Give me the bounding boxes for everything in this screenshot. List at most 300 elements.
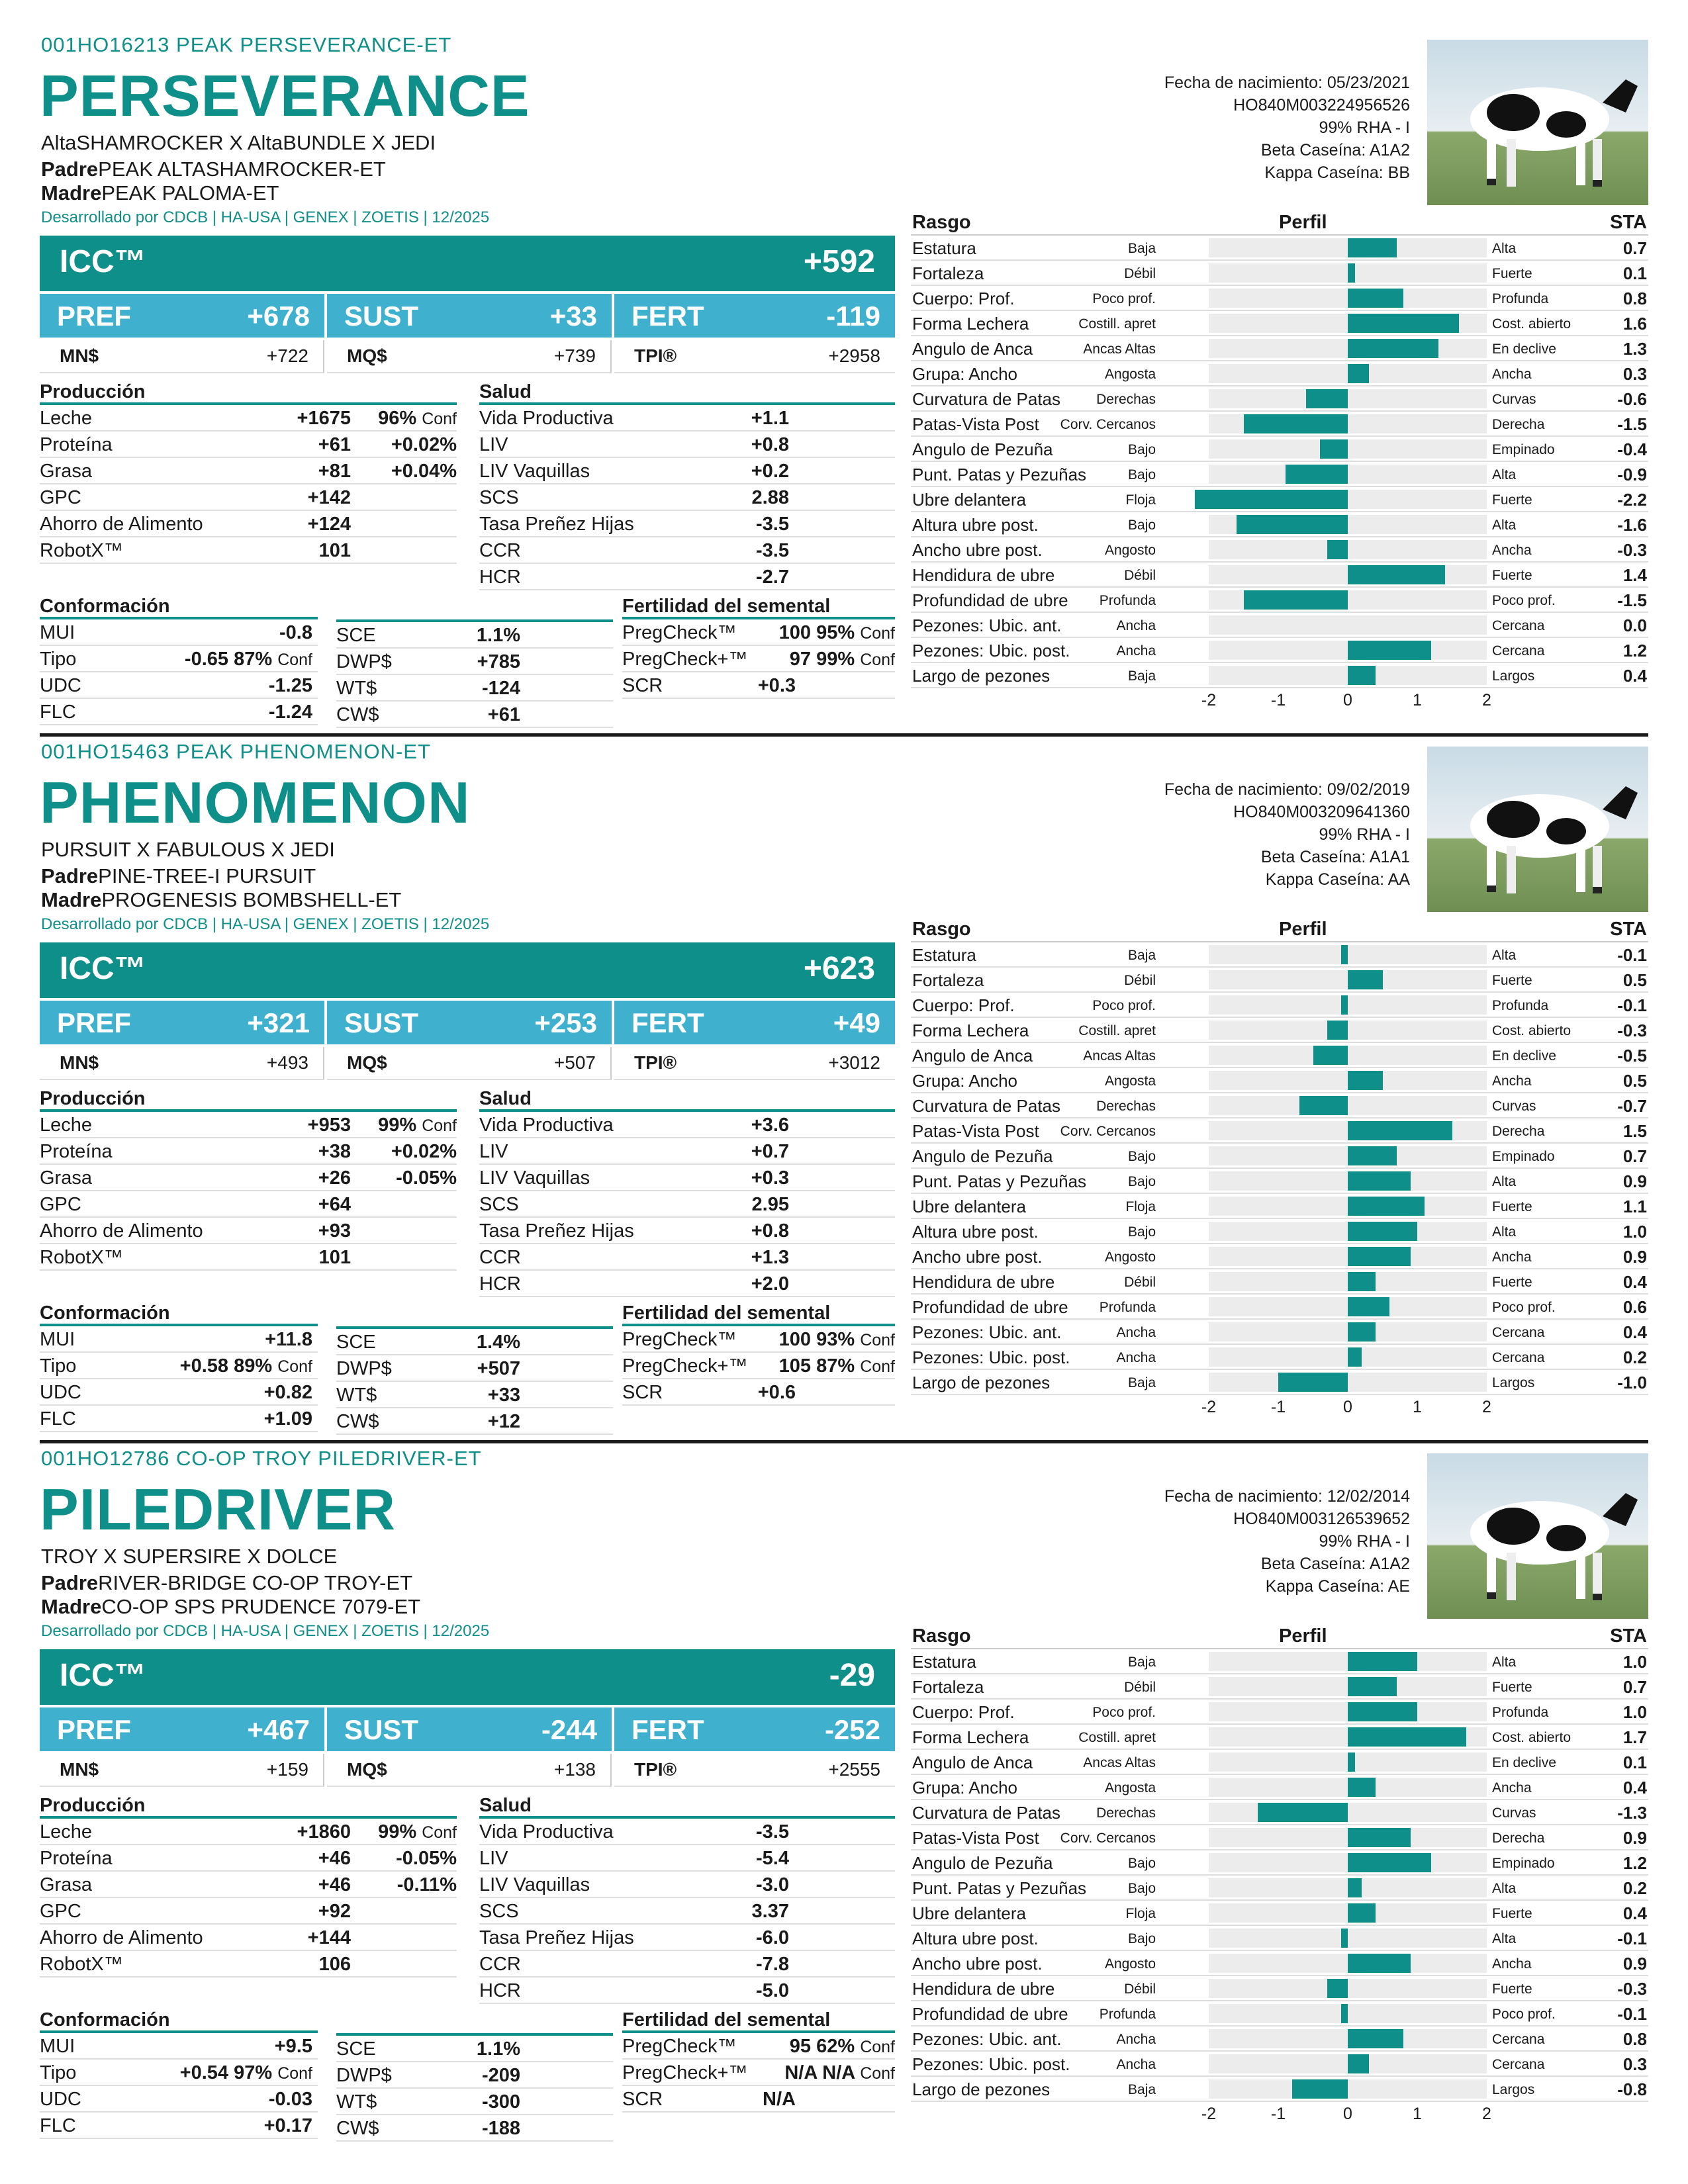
trait-label: Ancho ubre post. xyxy=(912,1247,1043,1267)
high-label: Ancha xyxy=(1492,1250,1532,1265)
trait-extra xyxy=(378,1112,457,1139)
trait-value: +61 xyxy=(487,704,520,725)
linear-trait-row xyxy=(911,1370,1648,1395)
trait-label: Tasa Preñez Hijas xyxy=(479,1927,634,1948)
production-row xyxy=(40,1138,457,1165)
bar-track xyxy=(1209,439,1487,459)
trait-value-wrap xyxy=(264,1406,312,1432)
trait-value: 95 62% xyxy=(789,2036,855,2057)
trait-label: Curvatura de Patas xyxy=(912,389,1061,409)
conf-label: Conf xyxy=(277,1357,312,1376)
health-title: Salud xyxy=(479,379,895,405)
bull-card xyxy=(0,740,1688,1447)
trait-label: CCR xyxy=(479,540,521,561)
health-table xyxy=(479,1792,895,2004)
low-label: Baja xyxy=(1127,241,1156,256)
sta-bar xyxy=(1348,2029,1403,2048)
trait-percent: +0.02% xyxy=(391,434,457,455)
sta-bar xyxy=(1348,1322,1376,1342)
trait-value: -1.25 xyxy=(268,675,312,696)
trait-value: 2.95 xyxy=(751,1194,789,1215)
icc-banner xyxy=(40,1649,895,1705)
high-label: Alta xyxy=(1492,1931,1517,1946)
linear-trait-row xyxy=(911,968,1648,993)
sub-index-label: FERT xyxy=(632,300,704,332)
sta-bar xyxy=(1299,1096,1348,1115)
sub-index-label: PREF xyxy=(57,1007,132,1038)
trait-label: Grupa: Ancho xyxy=(912,1778,1017,1797)
axis-tick-label: -2 xyxy=(1201,691,1217,709)
sta-bar xyxy=(1348,1171,1411,1191)
trait-value-wrap xyxy=(758,1379,796,1406)
high-label: Alta xyxy=(1492,1881,1517,1896)
developed-by: Desarrollado por CDCB | HA-USA | GENEX | ZOETIS | 12/2025 xyxy=(41,1622,490,1640)
high-label: Ancha xyxy=(1492,367,1532,382)
sta-value: -1.0 xyxy=(1617,1373,1647,1392)
bar-track xyxy=(1209,389,1487,408)
low-label: Bajo xyxy=(1127,1224,1156,1240)
high-label: Poco prof. xyxy=(1492,1300,1556,1315)
bar-track xyxy=(1209,465,1487,484)
trait-percent: +0.02% xyxy=(391,1141,457,1162)
trait-label: LIV xyxy=(479,1848,508,1869)
sta-value: 0.0 xyxy=(1622,615,1647,635)
high-label: Cercana xyxy=(1492,2032,1545,2047)
low-label: Débil xyxy=(1124,973,1156,988)
health-row xyxy=(479,1872,895,1898)
dam-label: Madre xyxy=(41,888,102,911)
high-label: Fuerte xyxy=(1492,1906,1532,1921)
sta-bar xyxy=(1327,1021,1348,1040)
index-value: +159 xyxy=(266,1759,308,1780)
bull-info xyxy=(1164,71,1410,184)
conf-label: Conf xyxy=(860,624,895,643)
trait-label: Tipo xyxy=(40,649,77,670)
bar-track xyxy=(1209,2004,1487,2023)
trait-value: +0.7 xyxy=(751,1141,789,1162)
high-label: Cercana xyxy=(1492,618,1545,633)
sta-bar xyxy=(1348,641,1431,660)
linear-trait-row xyxy=(911,1169,1648,1194)
conf-label: Conf xyxy=(422,1116,457,1135)
low-label: Bajo xyxy=(1127,467,1156,482)
linear-header xyxy=(911,916,1648,942)
trait-value-wrap xyxy=(264,1379,312,1406)
economic-index xyxy=(327,1754,612,1787)
calving-table xyxy=(336,619,613,728)
sta-value: -0.6 xyxy=(1617,389,1647,409)
bar-track xyxy=(1209,945,1487,964)
bar-track xyxy=(1209,1373,1487,1392)
trait-extra xyxy=(378,1819,457,1846)
high-label: En declive xyxy=(1492,341,1556,357)
index-value: +493 xyxy=(266,1052,308,1073)
trait-label: Angulo de Anca xyxy=(912,339,1033,359)
section-divider xyxy=(40,1440,1648,1443)
economic-index xyxy=(614,1754,895,1787)
sta-value: 1.0 xyxy=(1622,1652,1647,1672)
low-label: Costill. apret xyxy=(1078,1023,1156,1038)
index-label: MQ$ xyxy=(347,1052,387,1073)
low-label: Bajo xyxy=(1127,442,1156,457)
icc-label: ICC™ xyxy=(60,951,146,986)
calving-row xyxy=(336,1355,613,1382)
trait-value: -300 xyxy=(481,2091,520,2113)
trait-label: Grasa xyxy=(40,461,92,482)
low-label: Profunda xyxy=(1099,1300,1156,1315)
conformation-table xyxy=(40,593,318,725)
trait-label: Leche xyxy=(40,408,93,429)
low-label: Angosto xyxy=(1104,543,1156,558)
sta-bar xyxy=(1286,465,1348,484)
trait-label: SCR xyxy=(622,2089,663,2110)
trait-value: -1.24 xyxy=(268,702,312,723)
trait-value-wrap xyxy=(275,2033,312,2060)
high-label: Cercana xyxy=(1492,2057,1545,2072)
info-line: Beta Caseína: A1A1 xyxy=(1260,848,1410,866)
fertility-row xyxy=(622,672,895,699)
index-label: TPI® xyxy=(634,1759,677,1780)
trait-value: +9.5 xyxy=(274,2036,312,2057)
trait-label: HCR xyxy=(479,1980,521,2001)
trait-extra xyxy=(391,458,457,484)
linear-trait-row xyxy=(911,1320,1648,1345)
trait-label: Grasa xyxy=(40,1874,92,1895)
trait-label: Punt. Patas y Pezuñas xyxy=(912,1878,1087,1898)
sub-index-value: -252 xyxy=(824,1714,880,1745)
low-label: Bajo xyxy=(1127,518,1156,533)
sta-bar xyxy=(1348,1752,1355,1772)
header-profile: Perfil xyxy=(1279,919,1327,940)
low-label: Ancha xyxy=(1116,2032,1156,2047)
health-row xyxy=(479,1244,895,1271)
production-table xyxy=(40,379,457,564)
icc-label: ICC™ xyxy=(60,1658,146,1693)
health-row xyxy=(479,405,895,432)
sta-bar xyxy=(1292,2079,1348,2099)
trait-value-wrap xyxy=(269,699,312,725)
trait-percent: +0.04% xyxy=(391,461,457,482)
fertility-row xyxy=(622,1353,895,1379)
conformation-row xyxy=(40,1379,318,1406)
conformation-table xyxy=(40,1300,318,1432)
sta-bar xyxy=(1348,1071,1383,1090)
info-line: Fecha de nacimiento: 12/02/2014 xyxy=(1164,1487,1410,1506)
sta-value: 1.3 xyxy=(1622,339,1647,359)
high-label: Derecha xyxy=(1492,417,1545,432)
health-row xyxy=(479,511,895,537)
health-row xyxy=(479,1845,895,1872)
trait-percent: 96% xyxy=(378,408,417,429)
low-label: Baja xyxy=(1127,948,1156,963)
sta-value: 1.2 xyxy=(1622,1853,1647,1873)
linear-trait-row xyxy=(911,1976,1648,2001)
linear-trait-row xyxy=(911,537,1648,563)
sta-bar xyxy=(1348,1272,1376,1291)
high-label: Alta xyxy=(1492,948,1517,963)
bull-photo xyxy=(1427,40,1648,205)
trait-label: Profundidad de ubre xyxy=(912,1297,1068,1317)
sire-line xyxy=(41,158,386,181)
low-label: Ancha xyxy=(1116,1350,1156,1365)
axis-tick-label: 0 xyxy=(1343,2105,1352,2123)
sta-value: 1.1 xyxy=(1622,1197,1647,1216)
low-label: Derechas xyxy=(1096,1099,1156,1114)
linear-trait-row xyxy=(911,236,1648,261)
sta-bar xyxy=(1348,1853,1431,1872)
trait-label: MUI xyxy=(40,622,75,643)
trait-value: +144 xyxy=(307,1927,351,1948)
trait-label: LIV Vaquillas xyxy=(479,1874,590,1895)
trait-label: Pezones: Ubic. post. xyxy=(912,2054,1070,2074)
linear-trait-row xyxy=(911,336,1648,361)
linear-trait-row xyxy=(911,613,1648,638)
linear-trait-row xyxy=(911,1750,1648,1775)
conformation-row xyxy=(40,1353,318,1379)
trait-value: +46 xyxy=(318,1874,351,1895)
profile-axis xyxy=(911,2102,1648,2126)
economic-index xyxy=(327,340,612,373)
linear-header xyxy=(911,1623,1648,1649)
sta-bar xyxy=(1341,1929,1348,1948)
bar-track xyxy=(1209,540,1487,559)
health-row xyxy=(479,1898,895,1925)
trait-value: -5.4 xyxy=(756,1848,789,1869)
conf-label: Conf xyxy=(860,651,895,669)
axis-tick-label: 2 xyxy=(1482,691,1491,709)
economic-index xyxy=(40,1754,324,1787)
high-label: Profunda xyxy=(1492,291,1549,306)
trait-value: -3.0 xyxy=(756,1874,789,1895)
sub-index-pref xyxy=(40,1001,324,1044)
sta-value: -0.1 xyxy=(1617,995,1647,1015)
trait-label: Ubre delantera xyxy=(912,1903,1026,1923)
conf-label: Conf xyxy=(277,2064,312,2083)
sta-value: 0.1 xyxy=(1622,263,1647,283)
trait-label: Hendidura de ubre xyxy=(912,1272,1055,1292)
index-value: +739 xyxy=(553,345,596,366)
trait-value-wrap xyxy=(185,646,312,673)
trait-value: +93 xyxy=(318,1220,351,1242)
trait-value-wrap xyxy=(779,1326,895,1353)
low-label: Angosta xyxy=(1104,1780,1156,1796)
sta-value: 0.2 xyxy=(1622,1347,1647,1367)
low-label: Débil xyxy=(1124,568,1156,583)
sub-index-pref xyxy=(40,1707,324,1751)
linear-trait-row xyxy=(911,1951,1648,1976)
bar-track xyxy=(1209,1096,1487,1115)
high-label: Fuerte xyxy=(1492,1199,1532,1214)
sta-value: -0.7 xyxy=(1617,1096,1647,1116)
trait-value: +0.58 89% xyxy=(179,1355,273,1377)
linear-trait-row xyxy=(911,1674,1648,1700)
dam-line xyxy=(41,888,401,912)
header-profile: Perfil xyxy=(1279,1625,1327,1647)
trait-value: +92 xyxy=(318,1901,351,1922)
trait-label: Angulo de Pezuña xyxy=(912,1853,1053,1873)
linear-trait-row xyxy=(911,286,1648,311)
trait-label: Profundidad de ubre xyxy=(912,2004,1068,2024)
sire-fertility-table xyxy=(622,1300,895,1406)
trait-label: HCR xyxy=(479,1273,521,1295)
sub-index-fert xyxy=(614,1001,895,1044)
trait-value-wrap xyxy=(790,2033,895,2060)
sta-value: -0.3 xyxy=(1617,1979,1647,1999)
sta-bar xyxy=(1341,945,1348,964)
linear-trait-row xyxy=(911,412,1648,437)
info-line: HO840M003126539652 xyxy=(1233,1510,1410,1528)
linear-trait-row xyxy=(911,1018,1648,1043)
linear-trait-row xyxy=(911,1800,1648,1825)
trait-value: +507 xyxy=(477,1358,520,1379)
high-label: Derecha xyxy=(1492,1124,1545,1139)
sta-value: -0.1 xyxy=(1617,945,1647,965)
sire-name: PINE-TREE-I PURSUIT xyxy=(98,864,316,887)
sta-value: 0.5 xyxy=(1622,1071,1647,1091)
trait-label: CCR xyxy=(479,1954,521,1975)
high-label: Empinado xyxy=(1492,442,1555,457)
trait-value-wrap xyxy=(180,1353,312,1380)
production-title: Producción xyxy=(40,379,457,405)
bull-name: PHENOMENON xyxy=(40,770,471,835)
low-label: Poco prof. xyxy=(1092,1705,1156,1720)
sta-bar xyxy=(1348,1347,1362,1367)
icc-banner xyxy=(40,236,895,291)
dam-label: Madre xyxy=(41,1595,102,1618)
index-value: +3012 xyxy=(828,1052,880,1073)
sta-bar xyxy=(1348,1222,1417,1241)
trait-value: +0.8 xyxy=(751,434,789,455)
production-row xyxy=(40,1898,457,1925)
sta-bar xyxy=(1348,364,1369,383)
linear-trait-row xyxy=(911,1775,1648,1800)
conf-label: Conf xyxy=(422,410,457,428)
high-label: Cercana xyxy=(1492,643,1545,659)
calving-row xyxy=(336,2089,613,2115)
trait-label: FLC xyxy=(40,1408,76,1430)
trait-label: Grupa: Ancho xyxy=(912,1071,1017,1091)
calving-row xyxy=(336,1382,613,1408)
trait-label: UDC xyxy=(40,675,81,696)
trait-label: Estatura xyxy=(912,1652,976,1672)
high-label: Fuerte xyxy=(1492,492,1532,508)
trait-label: Ahorro de Alimento xyxy=(40,1220,203,1242)
production-row xyxy=(40,1244,457,1271)
production-row xyxy=(40,405,457,432)
sta-value: 1.2 xyxy=(1622,641,1647,660)
trait-value-wrap xyxy=(264,2113,312,2139)
trait-label: Fortaleza xyxy=(912,1677,984,1697)
trait-value: +0.3 xyxy=(751,1167,789,1189)
trait-label: LIV xyxy=(479,1141,508,1162)
trait-value: +0.17 xyxy=(263,2115,312,2136)
high-label: Largos xyxy=(1492,2082,1535,2097)
index-value: +2958 xyxy=(828,345,880,366)
low-label: Profunda xyxy=(1099,593,1156,608)
high-label: Profunda xyxy=(1492,1705,1549,1720)
trait-label: SCE xyxy=(336,2038,376,2060)
trait-value: +1.09 xyxy=(263,1408,312,1430)
high-label: Fuerte xyxy=(1492,1680,1532,1695)
calving-row xyxy=(336,1329,613,1355)
trait-value-wrap xyxy=(784,2060,895,2087)
trait-label: Altura ubre post. xyxy=(912,1929,1039,1948)
trait-label: Angulo de Pezuña xyxy=(912,1146,1053,1166)
linear-trait-row xyxy=(911,2052,1648,2077)
health-row xyxy=(479,1138,895,1165)
high-label: Ancha xyxy=(1492,543,1532,558)
trait-label: Angulo de Pezuña xyxy=(912,439,1053,459)
high-label: Derecha xyxy=(1492,1831,1545,1846)
production-row xyxy=(40,1845,457,1872)
high-label: Largos xyxy=(1492,668,1535,684)
sta-value: 0.9 xyxy=(1622,1247,1647,1267)
axis-tick-label: 1 xyxy=(1413,691,1422,709)
sta-value: -1.3 xyxy=(1617,1803,1647,1823)
trait-value: +38 xyxy=(318,1141,351,1162)
conformation-row xyxy=(40,672,318,699)
trait-value: +1675 xyxy=(297,408,351,429)
trait-value: -0.65 87% xyxy=(184,649,273,670)
trait-label: Angulo de Anca xyxy=(912,1046,1033,1066)
sta-value: 0.7 xyxy=(1622,238,1647,258)
bar-track xyxy=(1209,1929,1487,1948)
dam-name: PEAK PALOMA-ET xyxy=(101,181,279,205)
low-label: Costill. apret xyxy=(1078,316,1156,332)
trait-value: -5.0 xyxy=(756,1980,789,2001)
trait-value: -124 xyxy=(481,678,520,699)
trait-value: +142 xyxy=(307,487,351,508)
sta-bar xyxy=(1348,1903,1376,1923)
linear-trait-row xyxy=(911,1194,1648,1219)
trait-label: DWP$ xyxy=(336,2065,392,2086)
high-label: Empinado xyxy=(1492,1856,1555,1871)
bull-name: PERSEVERANCE xyxy=(40,63,530,128)
trait-extra xyxy=(378,405,457,432)
bar-track xyxy=(1209,2079,1487,2099)
sub-index-value: -244 xyxy=(541,1714,597,1745)
calving-row xyxy=(336,1408,613,1435)
sta-value: -0.1 xyxy=(1617,1929,1647,1948)
linear-trait-row xyxy=(911,2026,1648,2052)
economic-index xyxy=(40,1047,324,1080)
bull-card xyxy=(0,33,1688,740)
trait-label: SCE xyxy=(336,625,376,646)
high-label: En declive xyxy=(1492,1755,1556,1770)
linear-trait-row xyxy=(911,1043,1648,1068)
sub-index-label: SUST xyxy=(344,1007,419,1038)
conformation-row xyxy=(40,2086,318,2113)
bar-track xyxy=(1209,615,1487,635)
health-table xyxy=(479,1085,895,1297)
bull-code: 001HO15463 PEAK PHENOMENON-ET xyxy=(41,740,431,763)
icc-banner xyxy=(40,942,895,998)
trait-label: Fortaleza xyxy=(912,263,984,283)
trait-label: SCS xyxy=(479,1194,519,1215)
trait-label: Punt. Patas y Pezuñas xyxy=(912,1171,1087,1191)
sire-name: RIVER-BRIDGE CO-OP TROY-ET xyxy=(98,1571,413,1594)
linear-trait-row xyxy=(911,1345,1648,1370)
trait-value: 100 93% xyxy=(778,1329,855,1350)
sta-value: -0.3 xyxy=(1617,540,1647,560)
linear-trait-row xyxy=(911,563,1648,588)
calving-table xyxy=(336,2033,613,2142)
low-label: Costill. apret xyxy=(1078,1730,1156,1745)
trait-value: +1860 xyxy=(297,1821,351,1843)
sta-bar xyxy=(1348,263,1355,283)
production-row xyxy=(40,1165,457,1191)
developed-by: Desarrollado por CDCB | HA-USA | GENEX | ZOETIS | 12/2025 xyxy=(41,915,490,933)
